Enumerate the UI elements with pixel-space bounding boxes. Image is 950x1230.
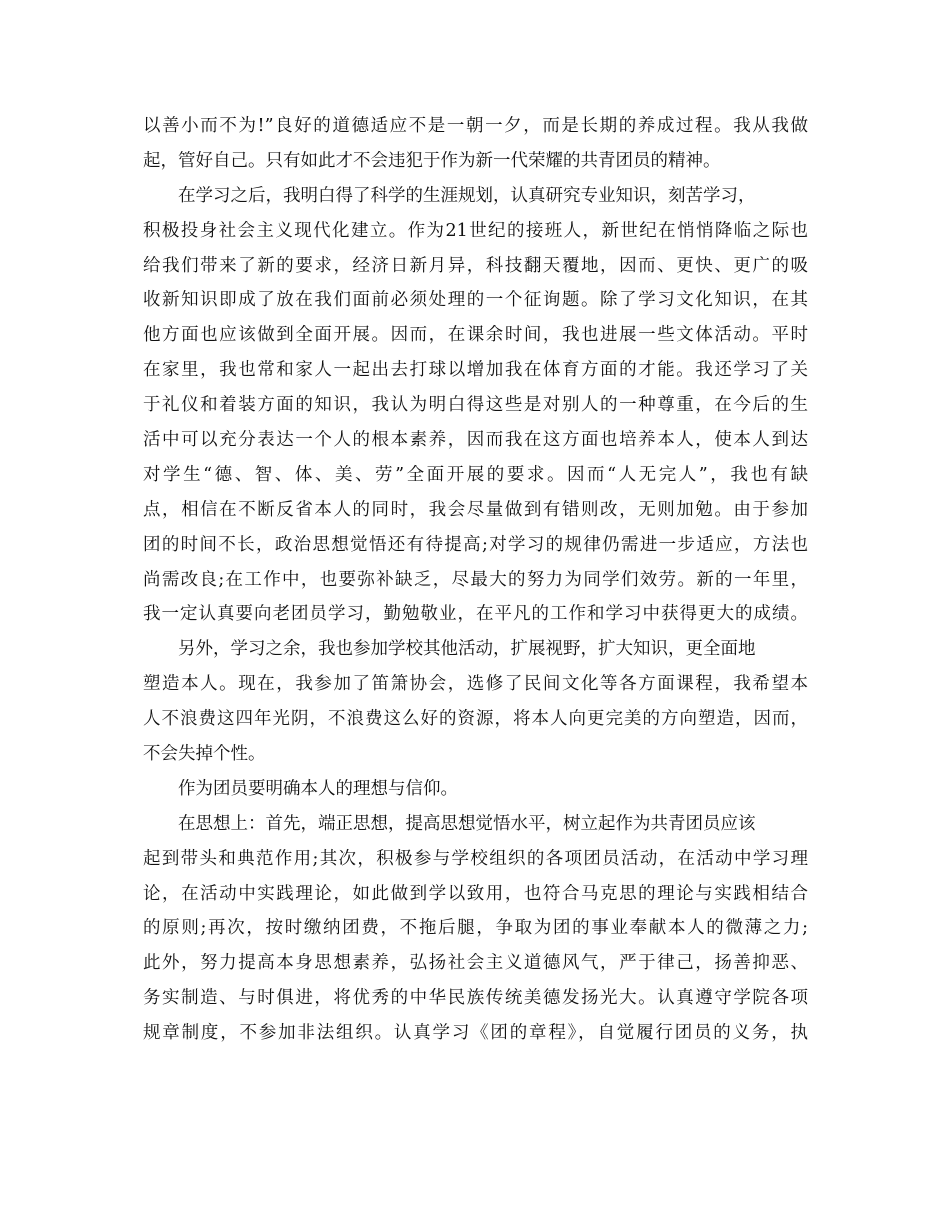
text-line: 论，在活动中实践理论，如此做到学以致用，也符合马克思的理论与实践相结合 [143,883,808,904]
text-line: 起到带头和典范作用;其次，积极参与学校组织的各项团员活动，在活动中学习理 [143,848,808,869]
text-line: 团的时间不长，政治思想觉悟还有待提高;对学习的规律仍需进一步适应，方法也 [143,534,808,555]
text-line: 在学习之后，我明白得了科学的生涯规划，认真研究专业知识，刻苦学习， [178,185,756,206]
text-line: 此外，努力提高本身思想素养，弘扬社会主义道德风气，严于律己，扬善抑恶、 [143,953,808,974]
text-line: 给我们带来了新的要求，经济日新月异，科技翻天覆地，因而、更快、更广的吸 [143,255,808,276]
text-line: 尚需改良;在工作中，也要弥补缺乏，尽最大的努力为同学们效劳。新的一年里， [143,569,808,590]
text-line: 点，相信在不断反省本人的同时，我会尽量做到有错则改，无则加勉。由于参加 [143,499,808,520]
text-line: 对学生“德、智、体、美、劳”全面开展的要求。因而“人无完人”，我也有缺 [143,464,808,485]
text-line: 收新知识即成了放在我们面前必须处理的一个征询题。除了学习文化知识，在其 [143,290,808,311]
text-line: 塑造本人。现在，我参加了笛箫协会，选修了民间文化等各方面课程，我希望本 [143,674,808,695]
text-line: 务实制造、与时俱进，将优秀的中华民族传统美德发扬光大。认真遵守学院各项 [143,988,808,1009]
text-line: 人不浪费这四年光阴，不浪费这么好的资源，将本人向更完美的方向塑造，因而， [143,709,808,730]
text-line: 不会失掉个性。 [143,744,266,765]
text-line: 的原则;再次，按时缴纳团费，不拖后腿，争取为团的事业奉献本人的微薄之力; [143,918,808,939]
text-line: 我一定认真要向老团员学习，勤勉敬业，在平凡的工作和学习中获得更大的成绩。 [143,604,808,625]
text-line: 另外，学习之余，我也参加学校其他活动，扩展视野，扩大知识，更全面地 [178,639,756,660]
text-line: 作为团员要明确本人的理想与信仰。 [178,778,458,799]
text-line: 在家里，我也常和家人一起出去打球以增加我在体育方面的才能。我还学习了关 [143,360,808,381]
text-line: 他方面也应该做到全面开展。因而，在课余时间，我也进展一些文体活动。平时 [143,325,808,346]
text-line: 在思想上：首先，端正思想，提高思想觉悟水平，树立起作为共青团员应该 [178,813,756,834]
text-line: 积极投身社会主义现代化建立。作为21世纪的接班人，新世纪在悄悄降临之际也 [143,220,808,241]
text-line: 规章制度，不参加非法组织。认真学习《团的章程》，自觉履行团员的义务，执 [143,1023,808,1044]
document-body [143,109,808,1051]
text-line: 于礼仪和着装方面的知识，我认为明白得这些是对别人的一种尊重，在今后的生 [143,395,808,416]
text-line: 活中可以充分表达一个人的根本素养，因而我在这方面也培养本人，使本人到达 [143,430,808,451]
text-line: 起，管好自己。只有如此才不会违犯于作为新一代荣耀的共青团员的精神。 [143,150,721,171]
text-line: 以善小而不为!”良好的道德适应不是一朝一夕，而是长期的养成过程。我从我做 [143,116,808,136]
